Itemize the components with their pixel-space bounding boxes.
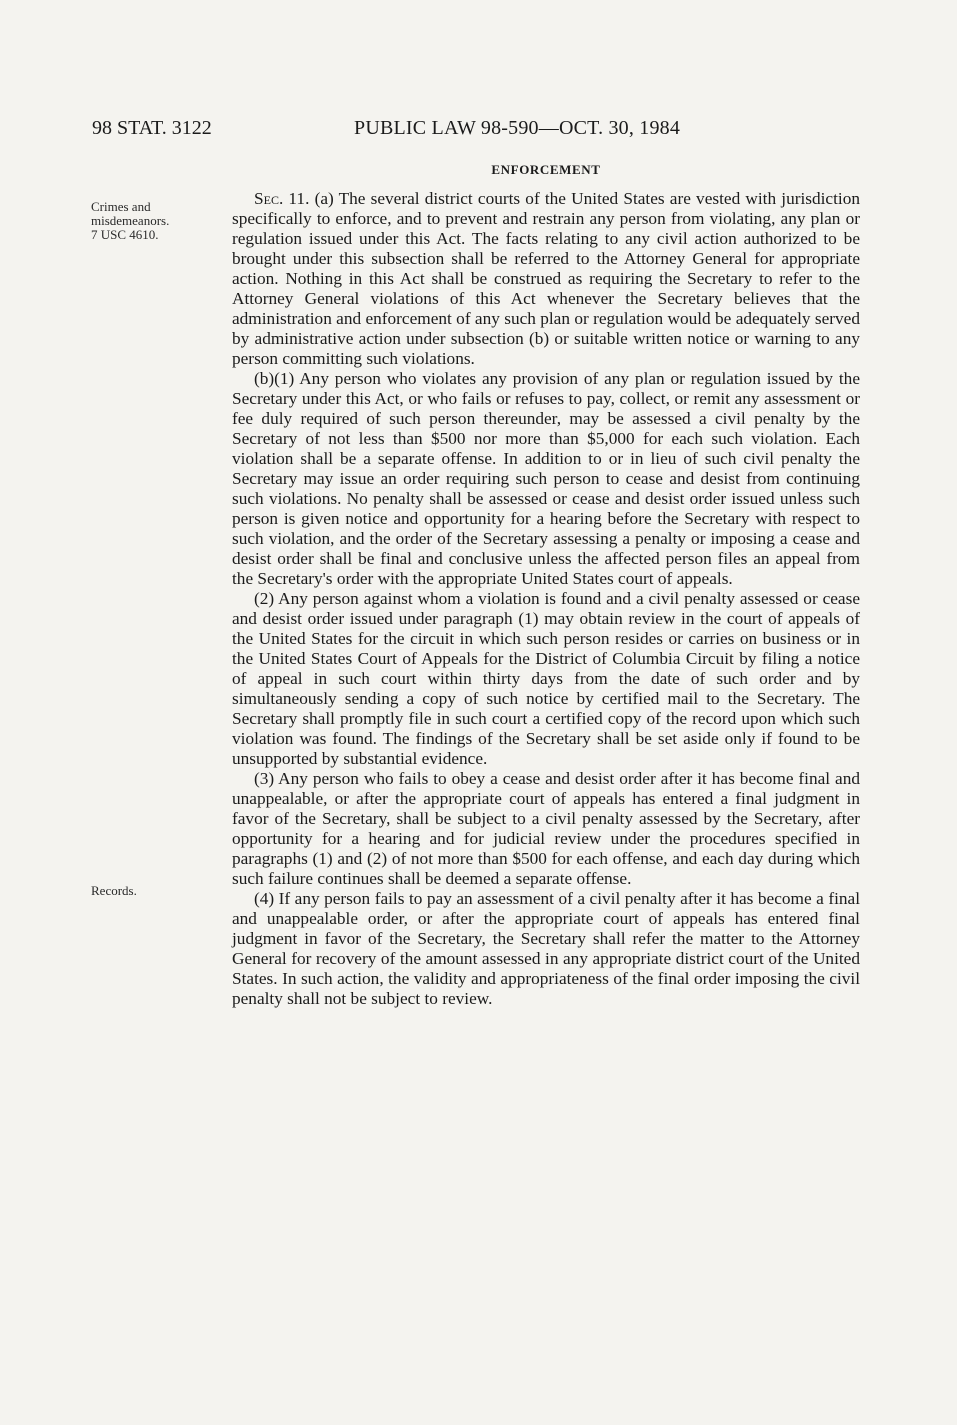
paragraph-b4: (4) If any person fails to pay an assessment of a civil penalty after it has become a final and unappealable order, or after the appropriate court of appeals has entered final judgment in favor of the Secretary, the Secretary shall refer the matter to the Attorney General for recovery of the amount assessed in any appropriate district court of the United States. In such action, the validity and appropriateness of the final order imposing the civil penalty shall not be subject to review. [232,889,860,1008]
margin-note-line: 7 USC 4610. [91,227,159,242]
paragraph-text: 11. (a) The several district courts of the United States are vested with jurisdiction specifically to enforce, and to prevent and restrain any person from violating, any plan or regulation issued under this Act. The facts relating to any civil action authorized to be brought under this subsection shall be referred to the Attorney General for appropriate action. Nothing in this Act shall be construed as requiring the Secretary to refer to the Attorney General violations of this Act whenever the Secretary believes that the administration and enforcement of any such plan or regulation would be adequately served by administrative action under subsection (b) or suitable written notice or warning to any person committing such violations. [232,189,860,368]
margin-note-line: Crimes and [91,199,151,214]
paragraph-sec-11a [232,189,860,369]
paragraph-b1: (b)(1) Any person who violates any provision of any plan or regulation issued by the Secretary under this Act, or who fails or refuses to pay, collect, or remit any assessment or fee duly required of such person thereunder, may be assessed a civil penalty by the Secretary of not less than $500 nor more than $5,000 for each such violation. Each violation shall be a separate offense. In addition to or in lieu of such civil penalty the Secretary may issue an order requiring such person to cease and desist from continuing such violations. No penalty shall be assessed or cease and desist order issued unless such person is given notice and opportunity for a hearing before the Secretary with respect to such violation, and the order of the Secretary assessing a penalty or imposing a cease and desist order shall be final and conclusive unless the affected person files an appeal from the Secretary's order with the appropriate United States court of appeals. [232,369,860,588]
section-heading: ENFORCEMENT [491,162,601,177]
margin-note-line: misdemeanors. [91,213,170,228]
margin-note-records: Records. [91,883,137,898]
section-label: Sec. [254,189,284,208]
law-title: PUBLIC LAW 98-590—OCT. 30, 1984 [354,117,681,139]
paragraph-b2: (2) Any person against whom a violation is found and a civil penalty assessed or cease and desist order issued under paragraph (1) may obtain review in the court of appeals of the United States for the circuit in which such person resides or carries on business or in the United States Court of Appeals for the District of Columbia Circuit by filing a notice of appeal in such court within thirty days from the date of such order and by simultaneously sending a copy of such notice by certified mail to the Secretary. The Secretary shall promptly file in such court a certified copy of the record upon which such violation was found. The findings of the Secretary shall be set aside only if found to be unsupported by substantial evidence. [232,589,860,768]
body-text [232,189,860,1009]
stat-reference: 98 STAT. 3122 [92,117,212,139]
paragraph-b3: (3) Any person who fails to obey a cease and desist order after it has become final and unappealable, or after the appropriate court of appeals has entered a final judgment in favor of the Secretary, shall be subject to a civil penalty assessed by the Secretary, after opportunity for a hearing and for judicial review under the procedures specified in paragraphs (1) and (2) of not more than $500 for each offense, and each day during which such failure continues shall be deemed a separate offense. [232,769,860,888]
margin-note-crimes [91,200,169,242]
page-header [92,113,862,143]
